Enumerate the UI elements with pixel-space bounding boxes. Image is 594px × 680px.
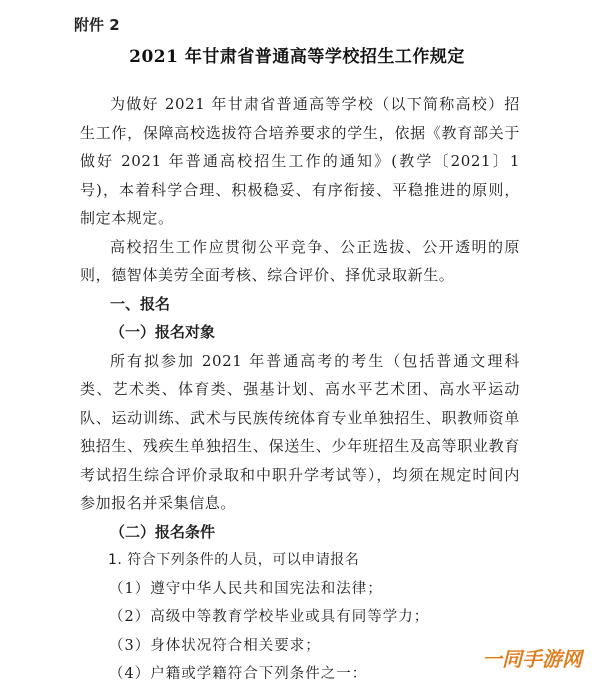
watermark-text: 一同手游网 bbox=[482, 647, 582, 671]
document-title: 2021 年甘肃省普通高等学校招生工作规定 bbox=[129, 47, 465, 67]
watermark-svg bbox=[464, 644, 584, 674]
condition-subitem-3: （3）身体状况符合相关要求； bbox=[109, 637, 321, 654]
principle-paragraph: 高校招生工作应贯彻公平竞争、公正选拔、公开透明的原则，德智体美劳全面考核、综合评价、择优录取新生。 bbox=[80, 237, 520, 284]
applicants-paragraph: 所有拟参加 2021 年普通高考的考生（包括普通文理科类、艺术类、体育类、强基计划、高水平艺术团、高水平运动队、运动训练、武术与民族传统体育专业单独招生、职教师资单独招生、残疾生单独招生、保送生、少年班招生及高等职业教育考试招生综合评价录取和中职升学考试等），均须在规定时间内参加报名并采集信息。 bbox=[80, 351, 520, 512]
attachment-label: 附件 2 bbox=[74, 16, 120, 34]
condition-subitem-4: （4）户籍或学籍符合下列条件之一： bbox=[109, 666, 368, 680]
intro-paragraph: 为做好 2021 年甘肃省普通高等学校（以下简称高校）招生工作，保障高校选拔符合培养要求的学生，依据《教育部关于做好 2021 年普通高校招生工作的通知》(教学〔2021〕1 号)，本着科学合理、积极稳妥、有序衔接、平稳推进的原则，制定本规定。 bbox=[80, 95, 520, 227]
section-heading-registration: 一、报名 bbox=[110, 294, 171, 313]
condition-subitem-1: （1）遵守中华人民共和国宪法和法律； bbox=[109, 580, 383, 597]
document-body bbox=[80, 90, 520, 680]
subsection-heading-applicants: （一）报名对象 bbox=[110, 323, 216, 341]
condition-item-1: 1. 符合下列条件的人员，可以申请报名 bbox=[108, 552, 360, 568]
subsection-heading-conditions: （二）报名条件 bbox=[110, 522, 216, 541]
condition-subitem-2: （2）高级中等教育学校毕业或具有同等学力； bbox=[109, 609, 430, 625]
watermark-logo bbox=[464, 644, 584, 674]
